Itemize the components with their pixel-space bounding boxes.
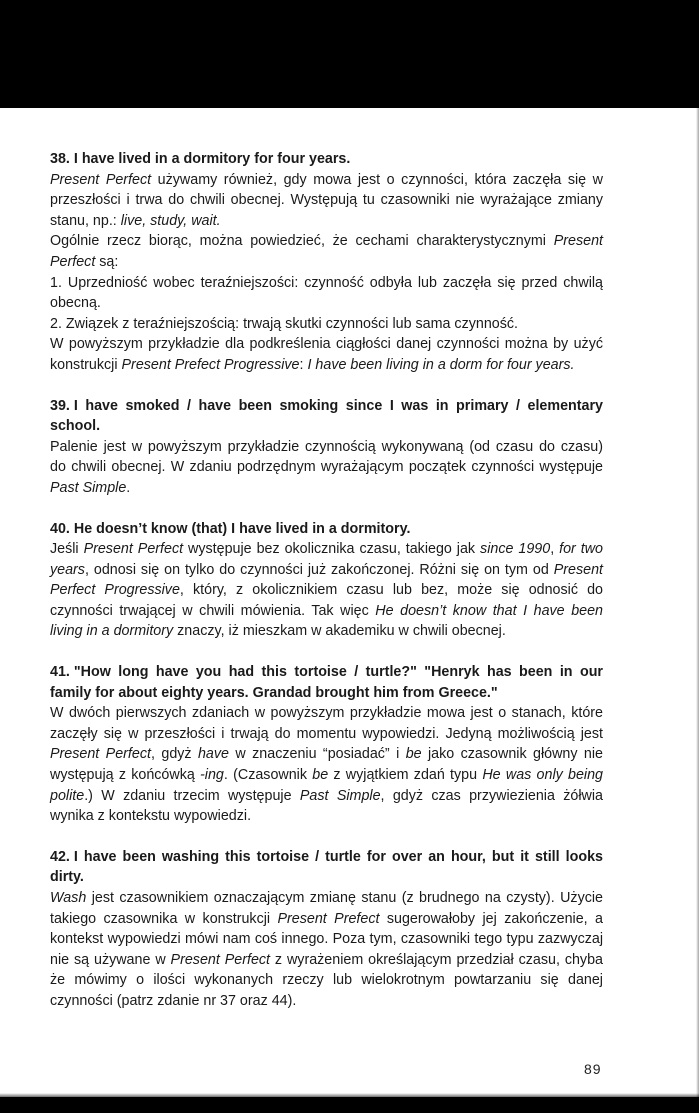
- exercise-section: [50, 847, 603, 1012]
- italic-term: have: [197, 746, 229, 763]
- text-run: z wyrażeniem określającym przedział czasu, chyba że mówimy o ilości wykonanych rzeczy lub wielokrotnym powtarzaniu się danej czynności (patrz zdanie nr 37 oraz 44).: [50, 951, 603, 1009]
- italic-term: Present Perfect: [50, 746, 151, 763]
- text-run: , odnosi się on tylko do czynności już zakończonej. Różni się on tym od: [84, 561, 554, 578]
- explanation-paragraph: [50, 437, 603, 499]
- text-run: w znaczeniu “posiadać” i: [229, 746, 406, 763]
- exercise-sentence: I have lived in a dormitory for four years.: [73, 151, 351, 167]
- italic-term: Wash: [50, 890, 87, 906]
- explanation-paragraph: [50, 539, 603, 642]
- italic-term: I have been living in a dorm for four years.: [307, 356, 575, 373]
- explanation-paragraph: [50, 231, 603, 272]
- exercise-heading: [50, 847, 603, 888]
- explanation-paragraph: [50, 273, 603, 314]
- text-run: :: [299, 356, 308, 373]
- text-run: występuje bez okolicznika czasu, takiego jak: [183, 541, 481, 558]
- exercise-sentence: "How long have you had this tortoise / turtle?" "Henryk has been in our family for about eighty years. Grandad brought him from Greece.": [50, 664, 603, 701]
- page-content: [50, 149, 603, 1032]
- italic-term: Present Prefect Progressive: [121, 356, 300, 373]
- italic-term: since 1990: [480, 541, 551, 558]
- text-run: używamy również, gdy mowa jest o czynności, która zaczęła się w przeszłości i trwa do chwili obecnej. Występują tu czasowniki nie wyrażające zmiany stanu, np.:: [50, 171, 603, 229]
- italic-term: be: [312, 767, 329, 784]
- text-run: z wyjątkiem zdań typu: [328, 767, 483, 784]
- text-run: W powyższym przykładzie dla podkreślenia ciągłości danej czynności można by użyć konstrukcji: [50, 336, 603, 373]
- text-run: 2. Związek z teraźniejszością: trwają skutki czynności lub sama czynność.: [50, 315, 518, 332]
- explanation-paragraph: [50, 334, 603, 375]
- italic-term: be: [405, 746, 422, 763]
- exercise-sentence: He doesn’t know (that) I have lived in a dormitory.: [73, 520, 411, 537]
- text-run: , który, z okolicznikiem czasu lub bez, może się odnosić do czynności trwającej w chwili mówienia. Tak więc: [50, 582, 603, 619]
- text-run: , gdyż: [150, 746, 198, 763]
- exercise-number: 40.: [50, 520, 70, 537]
- exercise-section: [50, 149, 603, 376]
- page-number: 89: [584, 1061, 602, 1077]
- exercise-section: [50, 396, 603, 499]
- text-run: ,: [550, 541, 560, 558]
- text-run: Jeśli: [50, 541, 84, 558]
- text-run: 1. Uprzedniość wobec teraźniejszości: czynność odbyła lub zaczęła się przed chwilą obecną.: [50, 274, 603, 312]
- italic-term: Present Perfect: [170, 951, 271, 968]
- italic-term: Present Perfect: [50, 171, 152, 188]
- exercise-heading: [50, 396, 603, 437]
- text-run: .) W zdaniu trzecim występuje: [84, 787, 300, 804]
- explanation-paragraph: [50, 703, 603, 827]
- italic-term: live, study, wait.: [120, 212, 221, 229]
- italic-term: for two years: [50, 541, 604, 578]
- explanation-paragraph: [50, 888, 603, 1012]
- italic-term: Present Perfect Progressive: [50, 561, 603, 599]
- italic-term: -ing: [200, 767, 224, 784]
- scan-top-border: [0, 0, 699, 108]
- scan-bottom-border: [0, 1097, 699, 1113]
- explanation-paragraph: [50, 314, 603, 335]
- text-run: sugerowałoby jej zakończenie, a kontekst wypowiedzi mówi nam coś innego. Poza tym, czasowniki tego typu zazwyczaj nie są używane w: [50, 910, 603, 968]
- text-run: znaczy, iż mieszkam w akademiku w chwili obecnej.: [173, 623, 506, 640]
- italic-term: Present Perfect: [50, 233, 603, 270]
- exercise-sentence: I have smoked / have been smoking since I was in primary / elementary school.: [50, 397, 603, 435]
- exercise-heading: [50, 662, 603, 703]
- text-run: są:: [95, 253, 119, 270]
- text-run: . (Czasownik: [223, 767, 313, 784]
- exercise-sentence: I have been washing this tortoise / turtle for over an hour, but it still looks dirty.: [50, 848, 603, 886]
- italic-term: Past Simple: [50, 479, 127, 496]
- text-run: .: [126, 479, 131, 496]
- exercise-number: 39.: [50, 397, 70, 414]
- exercise-section: [50, 519, 603, 643]
- exercise-number: 38.: [50, 151, 70, 167]
- text-run: Palenie jest w powyższym przykładzie czynnością wykonywaną (od czasu do czasu) do chwili obecnej. W zdaniu podrzędnym wyrażającym początek czynności występuje: [50, 438, 603, 476]
- exercise-number: 42.: [50, 848, 70, 865]
- italic-term: Past Simple: [299, 787, 381, 804]
- text-run: jest czasownikiem oznaczającym zmianę stanu (z brudnego na czysty). Użycie takiego czasownika w konstrukcji: [50, 890, 603, 927]
- italic-term: He doesn’t know that I have been living in a dormitory: [50, 602, 603, 640]
- exercise-number: 41.: [50, 664, 70, 681]
- exercise-heading: [50, 519, 603, 540]
- text-run: jako czasownik główny nie występują z końcówką: [50, 746, 603, 784]
- text-run: W dwóch pierwszych zdaniach w powyższym przykładzie mowa jest o stanach, które zaczęły się w przeszłości i trwają do momentu wypowiedzi. Jedyną możliwością jest: [50, 705, 603, 742]
- exercise-heading: [50, 149, 603, 170]
- italic-term: He was only being polite: [50, 767, 603, 804]
- text-run: , gdyż czas przywiezienia żółwia wynika z kontekstu wypowiedzi.: [50, 787, 603, 825]
- exercise-section: [50, 662, 603, 827]
- italic-term: Present Perfect: [83, 541, 184, 558]
- italic-term: Present Prefect: [277, 910, 380, 927]
- explanation-paragraph: [50, 170, 603, 232]
- text-run: Ogólnie rzecz biorąc, można powiedzieć, że cechami charakterystycznymi: [50, 233, 554, 250]
